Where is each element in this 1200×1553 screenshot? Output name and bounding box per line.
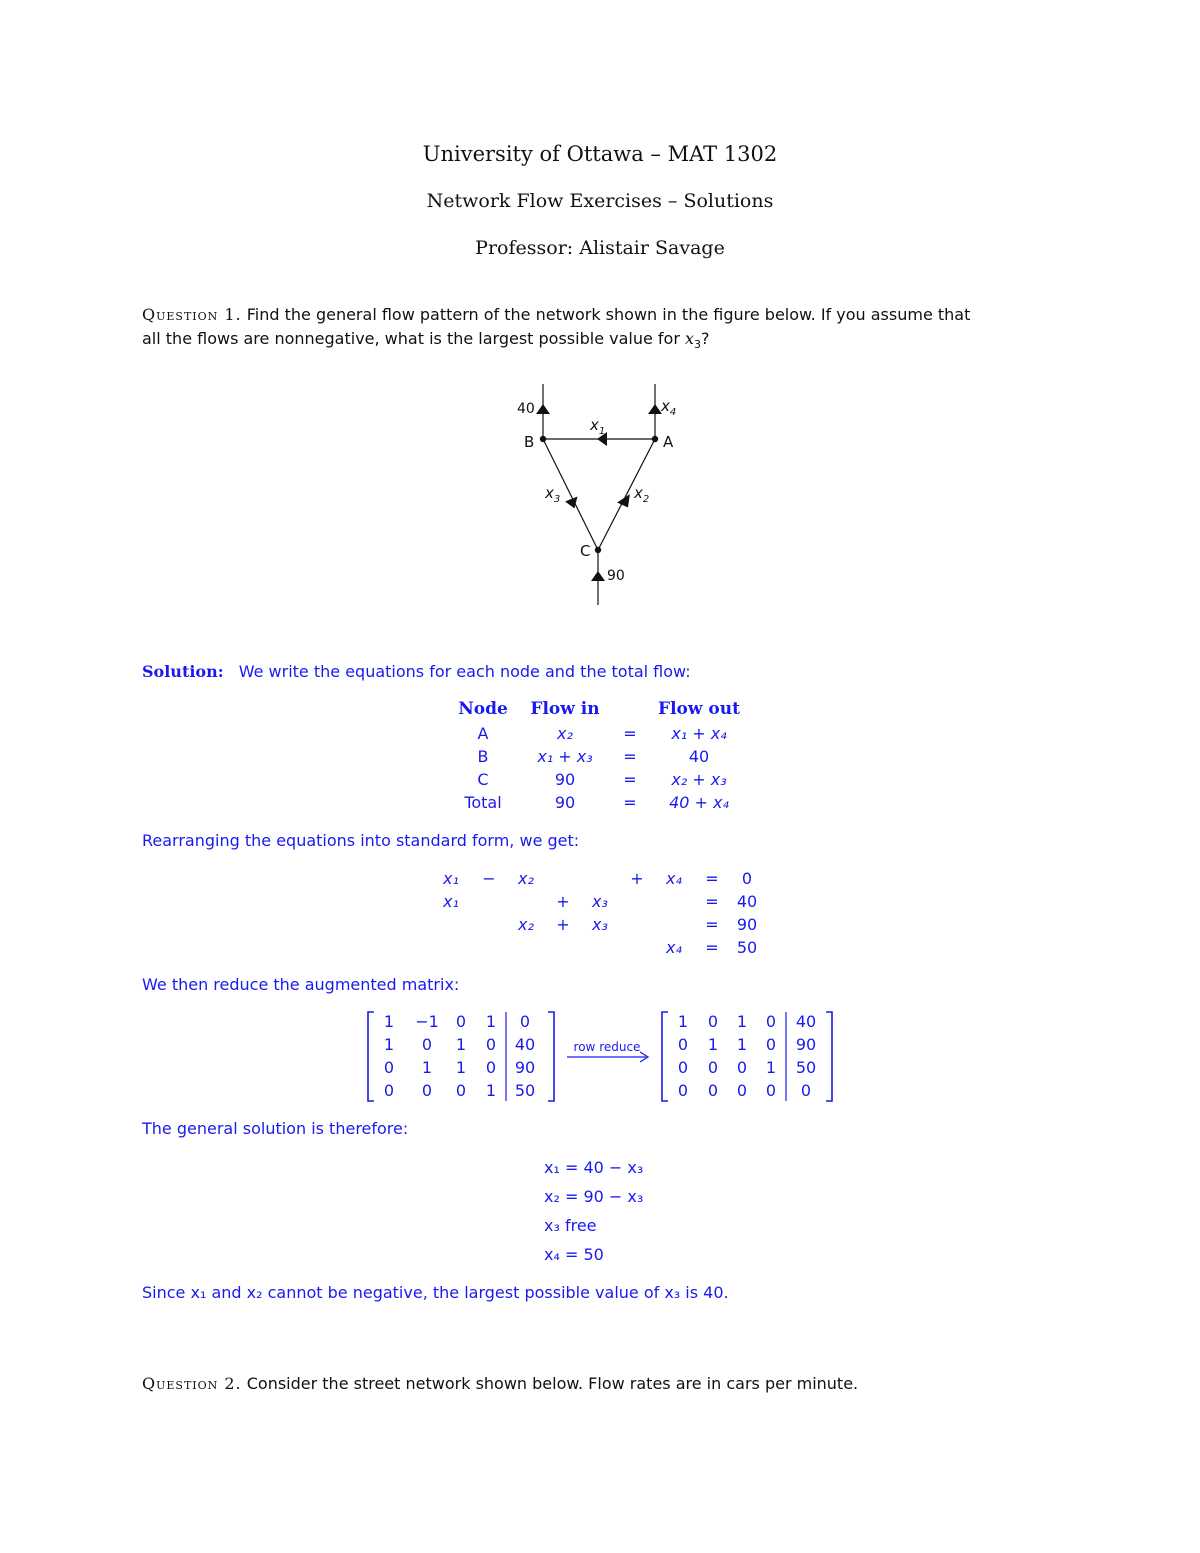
general-solution-line: x₃ free [544, 1216, 597, 1235]
matrix-cell: 0 [707, 1058, 719, 1077]
matrix-cell: 0 [800, 1081, 812, 1100]
matrix-cell: 0 [677, 1035, 689, 1054]
question2-text [142, 1372, 1062, 1396]
system-eq: = [705, 938, 719, 957]
matrix-cell: 0 [383, 1058, 395, 1077]
table-node: C [477, 770, 489, 789]
system-op: − [482, 869, 496, 888]
system-term: x₄ [666, 869, 682, 888]
matrix-cell: 0 [485, 1035, 497, 1054]
question1-var: x [685, 329, 695, 348]
system-term: x₃ [592, 892, 608, 911]
label-x3: $x_3$ [545, 484, 561, 505]
matrix-cell: 1 [707, 1035, 719, 1054]
system-rhs: 0 [741, 869, 753, 888]
table-eq: = [623, 793, 637, 812]
matrix-cell: 0 [736, 1081, 748, 1100]
system-eq: = [705, 915, 719, 934]
matrix-cell: 1 [485, 1081, 497, 1100]
matrix-cell: 0 [765, 1012, 777, 1031]
matrix-cell: 50 [795, 1058, 817, 1077]
table-eq: = [623, 724, 637, 743]
matrix-cell: 1 [736, 1012, 748, 1031]
question1-line2-end: ? [701, 329, 710, 348]
label-x4: $x_4$ [661, 397, 677, 418]
system-op: + [556, 915, 570, 934]
system-op: + [630, 869, 644, 888]
matrix-cell: 1 [421, 1058, 433, 1077]
professor-line: Professor: Alistair Savage [475, 237, 725, 259]
question1-line2: all the flows are nonnegative, what is the largest possible value for [142, 329, 685, 348]
table-header-out: Flow out [658, 699, 740, 719]
label-flow-40: 40 [517, 401, 535, 417]
matrix-cell: 0 [485, 1058, 497, 1077]
matrix-cell: 0 [677, 1081, 689, 1100]
matrix-cell: 1 [765, 1058, 777, 1077]
matrix-cell: 0 [736, 1058, 748, 1077]
table-header-in: Flow in [530, 699, 600, 719]
system-eq: = [705, 892, 719, 911]
matrix-cell: 90 [795, 1035, 817, 1054]
table-out: 40 + x₄ [669, 793, 729, 812]
solution-label: Solution: [142, 662, 224, 681]
general-solution-line: x₁ = 40 − x₃ [544, 1158, 644, 1177]
row-reduce-label: row reduce [573, 1040, 641, 1054]
page-title: University of Ottawa – MAT 1302 [422, 142, 778, 166]
table-node: A [477, 724, 489, 743]
matrix-cell: 40 [514, 1035, 536, 1054]
matrix-cell: 0 [383, 1081, 395, 1100]
system-term: x₄ [666, 938, 682, 957]
matrix-cell: 0 [421, 1035, 433, 1054]
matrix-cell: 1 [383, 1035, 395, 1054]
solution-intro-text: We write the equations for each node and the total flow: [238, 662, 691, 681]
label-x1: $x_1$ [590, 416, 606, 437]
matrix-cell: 1 [383, 1012, 395, 1031]
system-term: x₁ [443, 869, 459, 888]
system-term: x₁ [443, 892, 459, 911]
table-eq: = [623, 747, 637, 766]
table-out: x₁ + x₄ [671, 724, 727, 743]
reduce-text: We then reduce the augmented matrix: [142, 975, 460, 994]
matrix-cell: 1 [485, 1012, 497, 1031]
table-eq: = [623, 770, 637, 789]
matrix-cell: 1 [677, 1012, 689, 1031]
matrix-cell: 0 [707, 1081, 719, 1100]
general-solution-text: The general solution is therefore: [142, 1119, 409, 1138]
matrix-cell: 1 [455, 1058, 467, 1077]
matrix-cell: 0 [421, 1081, 433, 1100]
system-term: x₂ [518, 915, 534, 934]
label-flow-90: 90 [607, 568, 625, 584]
question2-label: Question 2. [142, 1374, 242, 1393]
general-solution-line: x₄ = 50 [544, 1245, 604, 1264]
right-matrix-close-bracket [826, 1012, 832, 1101]
system-rhs: 90 [736, 915, 758, 934]
system-term: x₃ [592, 915, 608, 934]
table-in: x₂ [557, 724, 573, 743]
rearrange-text: Rearranging the equations into standard form, we get: [142, 831, 580, 850]
matrix-cell: 0 [677, 1058, 689, 1077]
page-subtitle: Network Flow Exercises – Solutions [426, 190, 774, 212]
table-node: B [477, 747, 489, 766]
matrix-cell: 50 [514, 1081, 536, 1100]
right-matrix-open-bracket [662, 1012, 668, 1101]
system-rhs: 40 [736, 892, 758, 911]
question2-body: Consider the street network shown below. Flow rates are in cars per minute. [246, 1374, 859, 1393]
matrix-cell: 40 [795, 1012, 817, 1031]
table-in: 90 [554, 793, 576, 812]
table-out: x₂ + x₃ [671, 770, 727, 789]
matrix-cell: 0 [765, 1081, 777, 1100]
system-eq: = [705, 869, 719, 888]
table-node: Total [464, 793, 502, 812]
question1-line1: Find the general flow pattern of the network shown in the figure below. If you assume that [246, 305, 971, 324]
system-term: x₂ [518, 869, 534, 888]
general-solution-line: x₂ = 90 − x₃ [544, 1187, 644, 1206]
label-node-c: C [580, 542, 591, 560]
label-node-b: B [524, 433, 535, 451]
matrix-cell: 0 [707, 1012, 719, 1031]
label-node-a: A [663, 433, 674, 451]
question1-label: Question 1. [142, 305, 242, 324]
matrix-cell: 0 [455, 1081, 467, 1100]
left-matrix-open-bracket [368, 1012, 374, 1101]
table-in: x₁ + x₃ [537, 747, 593, 766]
matrix-cell: 1 [736, 1035, 748, 1054]
system-op: + [556, 892, 570, 911]
table-header-node: Node [458, 699, 508, 719]
label-x2: $x_2$ [634, 484, 650, 505]
matrix-cell: 0 [455, 1012, 467, 1031]
matrix-cell: −1 [415, 1012, 439, 1031]
matrix-cell: 90 [514, 1058, 536, 1077]
table-in: 90 [554, 770, 576, 789]
system-rhs: 50 [736, 938, 758, 957]
conclusion-text: Since x₁ and x₂ cannot be negative, the largest possible value of x₃ is 40. [142, 1283, 729, 1302]
matrix-cell: 0 [519, 1012, 531, 1031]
table-out: 40 [688, 747, 710, 766]
matrix-cell: 1 [455, 1035, 467, 1054]
question1-var-sub: 3 [694, 338, 702, 352]
matrix-cell: 0 [765, 1035, 777, 1054]
left-matrix-close-bracket [548, 1012, 554, 1101]
